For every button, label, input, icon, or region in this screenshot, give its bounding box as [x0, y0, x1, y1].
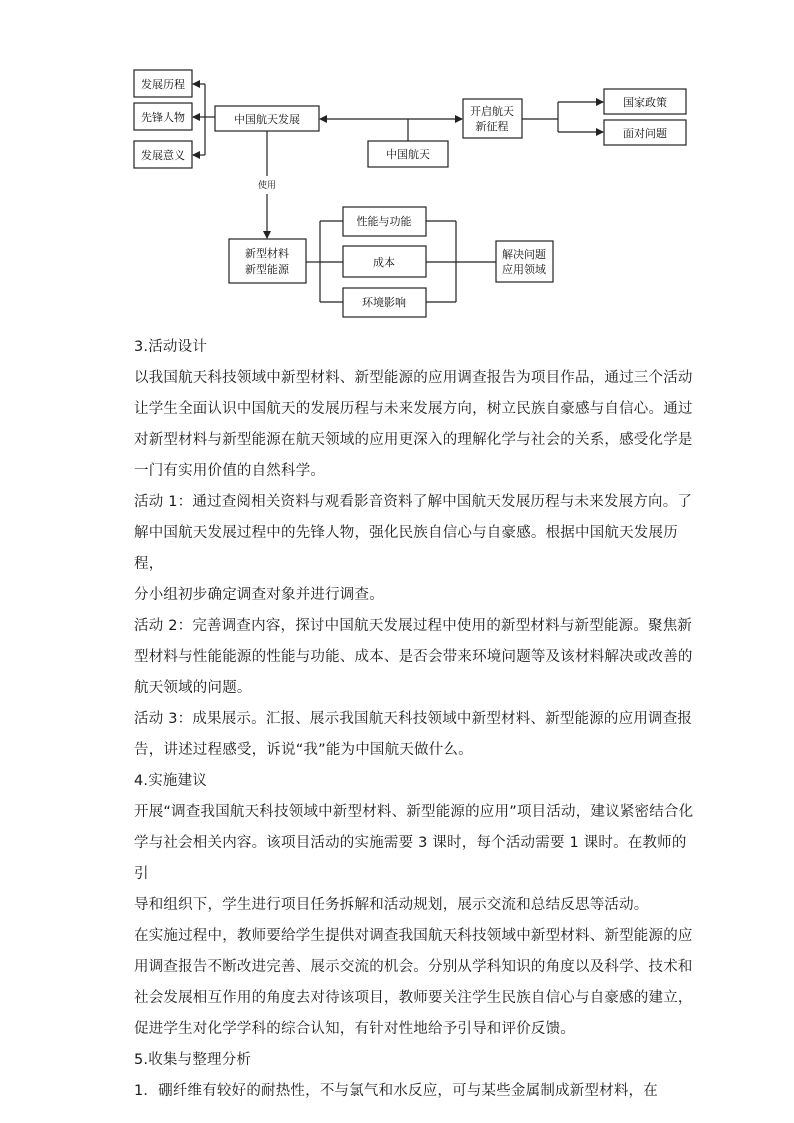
section-heading-activity-design: 3.活动设计 — [134, 339, 208, 355]
section-heading-collection: 5.收集与整理分析 — [134, 1052, 252, 1068]
svg-text:应用领域: 应用领域 — [502, 263, 546, 276]
middle-box-1 — [343, 207, 426, 236]
svg-text:新型材料: 新型材料 — [245, 247, 289, 260]
svg-text:解决问题: 解决问题 — [502, 248, 546, 261]
svg-text:性能与功能: 性能与功能 — [356, 215, 412, 228]
svg-text:发展意义: 发展意义 — [141, 149, 185, 162]
result-box — [496, 241, 553, 282]
paragraph-implementation-2: 在实施过程中，教师要给学生提供对调查我国航天科技领域中新型材料、新型能源的应 用调查报告不断改进完善、展示交流的机会。分别从学科知识的角度以及科学、技术和 社会发展相互作用的角度去对待该项目，教师要关注学生民族自信心与自豪感的建立， 促进学生对化学学科的综合认知，有针对性地给予引导和评价反馈。 — [134, 928, 693, 1037]
far-right-box-2 — [604, 120, 686, 145]
far-right-box-1 — [604, 89, 686, 114]
svg-text:新征程: 新征程 — [475, 120, 509, 133]
document-body — [134, 332, 694, 1107]
svg-text:新型能源: 新型能源 — [245, 263, 289, 276]
svg-text:先锋人物: 先锋人物 — [141, 111, 185, 124]
svg-text:面对问题: 面对问题 — [623, 127, 667, 140]
paragraph-intro: 以我国航天科技领域中新型材料、新型能源的应用调查报告为项目作品，通过三个活动 让学生全面认识中国航天的发展历程与未来发展方向，树立民族自豪感与自信心。通过 对新型材料与新型能源在航天领域的应用更深入的理解化学与社会的关系，感受化学是 一门有实用价值的自然科学。 — [134, 370, 693, 479]
paragraph-activity-1: 活动 1：通过查阅相关资料与观看影音资料了解中国航天发展历程与未来发展方向。了 解中国航天发展过程中的先锋人物，强化民族自信心与自豪感。根据中国航天发展历程， 分小组初步确定调查对象并进行调查。 — [134, 494, 693, 603]
question-1: 1．硼纤维有较好的耐热性，不与氯气和水反应，可与某些金属制成新型材料，在 — [134, 1083, 658, 1099]
center-box — [215, 106, 319, 131]
section-heading-implementation: 4.实施建议 — [134, 773, 208, 789]
svg-text:成本: 成本 — [373, 256, 395, 269]
right-box — [463, 99, 522, 138]
left-box-1 — [134, 70, 192, 97]
svg-text:发展历程: 发展历程 — [141, 78, 185, 91]
bottom-center-box — [368, 141, 448, 167]
middle-box-2 — [343, 246, 426, 277]
svg-text:中国航天发展: 中国航天发展 — [234, 113, 300, 126]
concept-diagram — [0, 0, 794, 330]
paragraph-activity-2: 活动 2：完善调查内容，探讨中国航天发展过程中使用的新型材料与新型能源。聚焦新 型材料与性能能源的性能与功能、成本、是否会带来环境问题等及该材料解决或改善的 航天领域的问题。 — [134, 618, 693, 696]
use-label: 使用 — [257, 181, 277, 191]
middle-box-3 — [343, 288, 426, 317]
svg-text:环境影响: 环境影响 — [362, 296, 406, 309]
left-box-3 — [134, 141, 192, 168]
paragraph-activity-3: 活动 3：成果展示。汇报、展示我国航天科技领域中新型材料、新型能源的应用调查报 告，讲述过程感受，诉说“我”能为中国航天做什么。 — [134, 711, 693, 758]
left-box-2 — [134, 103, 192, 130]
materials-box — [229, 239, 306, 283]
paragraph-implementation-1: 开展“调查我国航天科技领域中新型材料、新型能源的应用”项目活动，建议紧密结合化 学与社会相关内容。该项目活动的实施需要 3 课时，每个活动需要 1 课时。在教师的引 导和组织下，学生进行项目任务拆解和活动规划，展示交流和总结反思等活动。 — [134, 804, 694, 913]
svg-text:中国航天: 中国航天 — [386, 148, 430, 161]
svg-text:国家政策: 国家政策 — [623, 96, 667, 109]
svg-text:开启航天: 开启航天 — [470, 105, 514, 118]
